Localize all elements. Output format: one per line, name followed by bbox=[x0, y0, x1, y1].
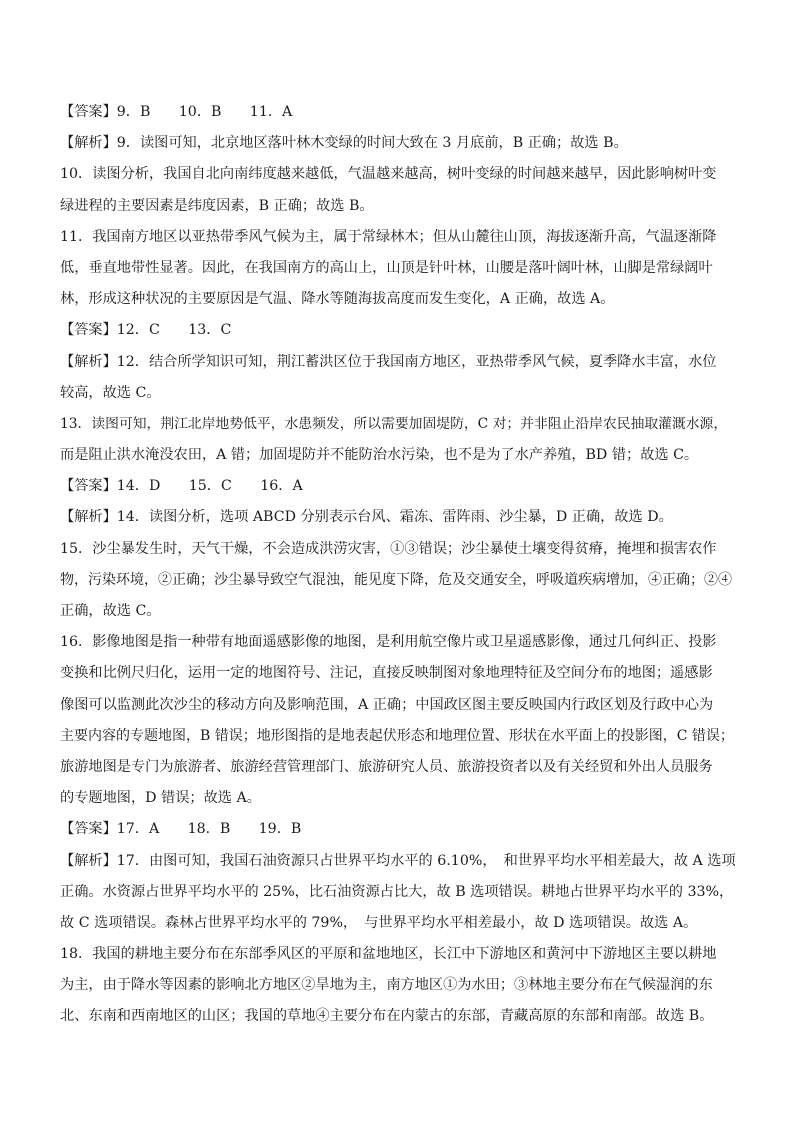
text-line: 【答案】12．C 13．C bbox=[60, 322, 232, 339]
text-line: 而是阻止洪水淹没农田，A 错；加固堤防并不能防治水污染，也不是为了水产养殖，BD 错；故选 C。 bbox=[60, 447, 699, 464]
text-line: 【解析】14．读图分析，选项 ABCD 分别表示台风、霜冻、雷阵雨、沙尘暴，D 正确，故选 D。 bbox=[60, 509, 673, 526]
text-line: 【答案】14．D 15．C 16．A bbox=[60, 478, 303, 495]
text-line: 【解析】17．由图可知，我国石油资源只占世界平均水平的 6.10%， 和世界平均水平相差最大，故 A 选项 bbox=[60, 852, 736, 869]
text-line: 10．读图分析，我国自北向南纬度越来越低，气温越来越高，树叶变绿的时间越来越早，因此影响树叶变 bbox=[60, 166, 717, 183]
text-line: 【答案】17．A 18．B 19．B bbox=[60, 821, 302, 838]
text-line: 【答案】9．B 10．B 11．A bbox=[60, 104, 293, 120]
text-line: 【解析】9．读图可知，北京地区落叶林木变绿的时间大致在 3 月底前，B 正确；故选 B。 bbox=[60, 135, 628, 152]
text-line: 像图可以监测此次沙尘的移动方向及影响范围，A 正确；中国政区图主要反映国内行政区划及行政中心为 bbox=[60, 696, 714, 713]
text-line: 绿进程的主要因素是纬度因素，B 正确；故选 B。 bbox=[60, 197, 374, 214]
text-line: 11．我国南方地区以亚热带季风气候为主，属于常绿林木；但从山麓往山顶，海拔逐渐升高，气温逐渐降 bbox=[60, 228, 717, 245]
text-line: 较高，故选 C。 bbox=[60, 384, 161, 401]
text-line: 北、东南和西南地区的山区；我国的草地④主要分布在内蒙古的东部，青藏高原的东部和南部。故选 B。 bbox=[60, 1008, 714, 1025]
text-line: 变换和比例尺归化，运用一定的地图符号、注记，直接反映制图对象地理特征及空间分布的地图；遥感影 bbox=[60, 665, 713, 682]
text-line: 16．影像地图是指一种带有地面遥感影像的地图，是利用航空像片或卫星遥感影像，通过几何纠正、投影 bbox=[60, 634, 717, 651]
text-line: 正确。水资源占世界平均水平的 25%，比石油资源占比大，故 B 选项错误。耕地占世界平均水平的 33%， bbox=[60, 883, 734, 900]
text-line: 【解析】12．结合所学知识可知，荆江蓄洪区位于我国南方地区，亚热带季风气候，夏季降水丰富，水位 bbox=[60, 353, 717, 370]
text-line: 主要内容的专题地图，B 错误；地形图指的是地表起伏形态和地理位置、形状在水平面上的投影图，C 错误； bbox=[60, 727, 734, 744]
text-line: 15．沙尘暴发生时，天气干燥，不会造成洪涝灾害，①③错误；沙尘暴使土壤变得贫瘠，掩埋和损害农作 bbox=[60, 540, 717, 557]
text-line: 物，污染环境，②正确；沙尘暴导致空气混浊，能见度下降，危及交通安全，呼吸道疾病增加，④正确；②④ bbox=[60, 571, 732, 588]
text-line: 为主，由于降水等因素的影响北方地区②旱地为主，南方地区①为水田；③林地主要分布在气候湿润的东 bbox=[60, 977, 713, 994]
text-line: 13．读图可知，荆江北岸地势低平，水患频发，所以需要加固堤防，C 对；并非阻止沿岸农民抽取灌溉水源， bbox=[60, 415, 728, 432]
text-line: 的专题地图，D 错误；故选 A。 bbox=[60, 790, 261, 807]
text-line: 林，形成这种状况的主要原因是气温、降水等随海拔高度而发生变化，A 正确，故选 A。 bbox=[60, 291, 615, 308]
text-line: 旅游地图是专门为旅游者、旅游经营管理部门、旅游研究人员、旅游投资者以及有关经贸和外出人员服务 bbox=[60, 758, 713, 775]
answer-explanation-text bbox=[60, 97, 736, 1033]
text-line: 18．我国的耕地主要分布在东部季风区的平原和盆地地区，长江中下游地区和黄河中下游地区主要以耕地 bbox=[60, 946, 717, 963]
text-line: 低，垂直地带性显著。因此，在我国南方的高山上，山顶是针叶林，山腰是落叶阔叶林，山脚是常绿阔叶 bbox=[60, 259, 713, 276]
text-line: 正确，故选 C。 bbox=[60, 603, 161, 619]
text-line: 故 C 选项错误。森林占世界平均水平的 79%， 与世界平均水平相差最小，故 D 选项错误。故选 A。 bbox=[60, 914, 698, 931]
